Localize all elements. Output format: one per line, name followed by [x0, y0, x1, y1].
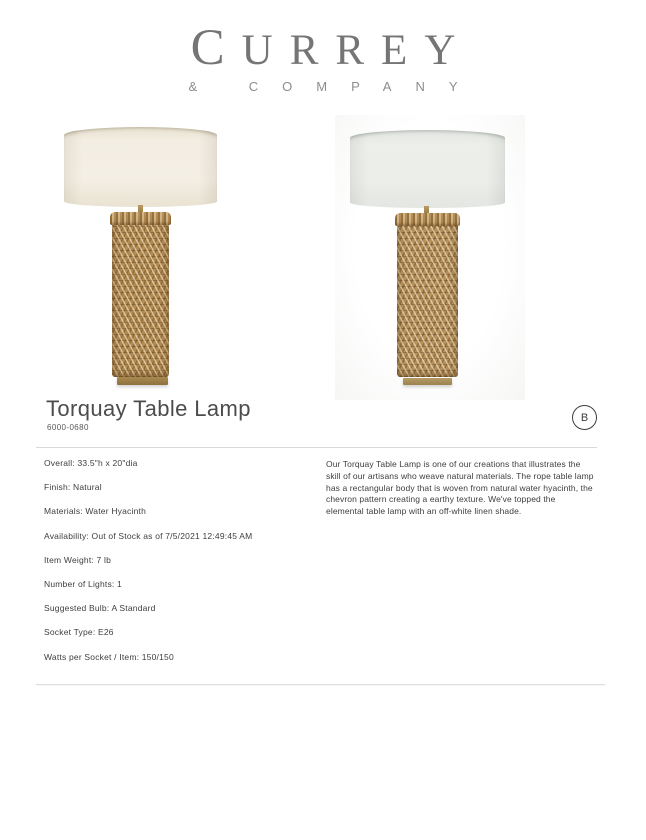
brand-tagline: & COMPANY: [188, 79, 482, 94]
page-title: Torquay Table Lamp: [46, 396, 251, 421]
brand-name: CURREY: [190, 20, 473, 76]
spec-row-item-weight: Item Weight: 7 lb: [44, 554, 112, 565]
spec-row-number-lights: Number of Lights: 1: [44, 579, 122, 590]
lamp-woven-body: [112, 212, 169, 377]
b-certification-badge: [572, 405, 597, 430]
spec-row-materials: Materials: Water Hyacinth: [44, 506, 146, 517]
lamp-base: [403, 378, 452, 385]
lamp-woven-body: [397, 213, 458, 377]
product-sku: 6000-0680: [47, 423, 89, 432]
badge-letter: B: [580, 411, 589, 424]
lamp-shade: [350, 130, 505, 208]
brand-logo: [0, 20, 646, 94]
spec-row-socket: Socket Type: E26: [44, 627, 114, 638]
product-image-primary: [50, 115, 240, 400]
lamp-shade: [64, 127, 217, 207]
spec-row-overall: Overall: 33.5"h x 20"dia: [44, 458, 138, 468]
product-image-secondary: [335, 115, 525, 400]
spec-row-availability: Availability: Out of Stock as of 7/5/2021 12:49:45 AM: [44, 530, 253, 541]
spec-list: [44, 451, 324, 669]
product-description: Our Torquay Table Lamp is one of our creations that illustrates the skill of our artisans who weave natural materials. The rope table lamp has a rectangular body that is woven from natural water hyacinth, the chevron pattern creating a earthy texture. We've topped the elemental table lamp with an off-white linen shade.: [326, 459, 594, 517]
spec-row-bulb: Suggested Bulb: A Standard: [44, 603, 156, 614]
divider-bottom: [36, 684, 605, 685]
spec-row-watts: Watts per Socket / Item: 150/150: [44, 651, 174, 662]
lamp-base: [117, 377, 168, 385]
spec-row-finish: Finish: Natural: [44, 482, 102, 493]
divider-under-title: [36, 447, 597, 448]
